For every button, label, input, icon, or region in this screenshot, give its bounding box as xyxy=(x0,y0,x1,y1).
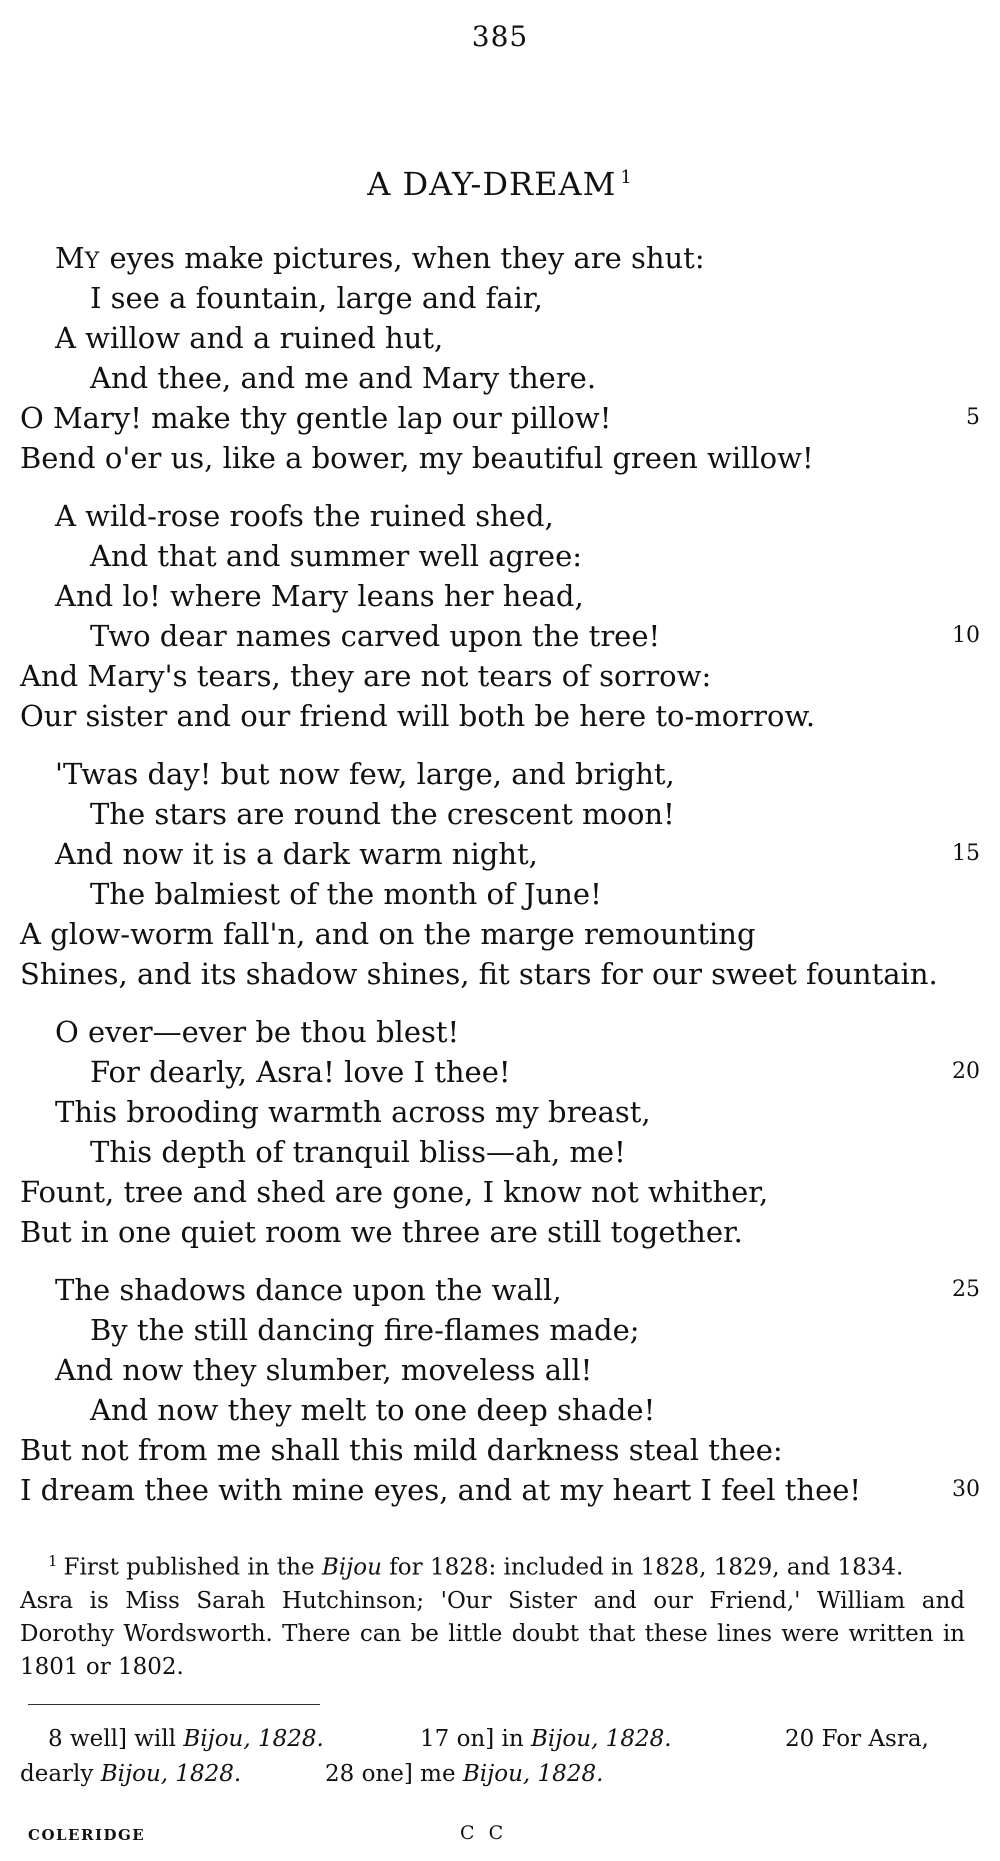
footnote-text-2: for 1828: included in 1828, 1829, and 1834. xyxy=(381,1554,904,1581)
poem-line xyxy=(20,496,980,536)
poem-line-text: For dearly, Asra! love I thee! xyxy=(90,1055,511,1089)
poem-line-text: And now they slumber, moveless all! xyxy=(55,1353,593,1387)
poem-line xyxy=(20,1172,980,1212)
line-number: 20 xyxy=(952,1059,980,1084)
poem-line xyxy=(20,1212,980,1252)
poem-line xyxy=(20,238,980,278)
stanza xyxy=(20,1012,980,1252)
footnote-bijou: Bijou xyxy=(321,1554,382,1581)
stanza xyxy=(20,238,980,478)
footnote-mark: 1 xyxy=(48,1552,58,1570)
poem-line xyxy=(20,1470,980,1510)
poem-line-text: I dream thee with mine eyes, and at my heart I feel thee! xyxy=(20,1473,862,1507)
poem-line-text: The stars are round the crescent moon! xyxy=(90,797,675,831)
poem-line-text: And Mary's tears, they are not tears of sorrow: xyxy=(20,659,712,693)
poem-line xyxy=(20,536,980,576)
poem-line-text: But not from me shall this mild darkness steal thee: xyxy=(20,1433,783,1467)
stanza xyxy=(20,1270,980,1510)
variant-line-28: 28 one] me Bijou, 1828. xyxy=(325,1761,604,1787)
poem-line xyxy=(20,1430,980,1470)
poem-line-text: A wild-rose roofs the ruined shed, xyxy=(55,499,554,533)
poem-line-text: Fount, tree and shed are gone, I know not whither, xyxy=(20,1175,769,1209)
poem-line-text: And lo! where Mary leans her head, xyxy=(55,579,584,613)
poem-line xyxy=(20,1390,980,1430)
poem-line-text: And thee, and me and Mary there. xyxy=(90,361,597,395)
footnote-text-1: First published in the xyxy=(63,1554,322,1581)
line-number: 10 xyxy=(952,623,980,648)
poem-line-text: And now they melt to one deep shade! xyxy=(90,1393,656,1427)
poem-line-text: A willow and a ruined hut, xyxy=(55,321,444,355)
footnote-text-3: Asra is Miss Sarah Hutchinson; 'Our Sister and our Friend,' William and Dorothy Wordsworth. There can be little doubt that these lines were written in 1801 or 1802. xyxy=(20,1587,965,1680)
poem-line-text: And that and summer well agree: xyxy=(90,539,583,573)
poem-title xyxy=(0,165,1000,203)
poem-line-text: But in one quiet room we three are still together. xyxy=(20,1215,743,1249)
poem-line-text: O Mary! make thy gentle lap our pillow! xyxy=(20,401,612,435)
poem-line-text: Bend o'er us, like a bower, my beautiful green willow! xyxy=(20,441,814,475)
poem-line xyxy=(20,874,980,914)
poem-line xyxy=(20,656,980,696)
poem-line xyxy=(20,1270,980,1310)
poem-line-text: Shines, and its shadow shines, fit stars for our sweet fountain. xyxy=(20,957,938,991)
poem-line-text: Two dear names carved upon the tree! xyxy=(90,619,661,653)
variant-line-17: 17 on] in Bijou, 1828. xyxy=(420,1726,672,1752)
poem-line-text: I see a fountain, large and fair, xyxy=(90,281,543,315)
signature-mark: C C xyxy=(460,1822,508,1844)
footnote xyxy=(20,1545,965,1684)
poem-line xyxy=(20,1310,980,1350)
poem-line-text: MY eyes make pictures, when they are shut: xyxy=(55,241,705,275)
line-number: 30 xyxy=(952,1477,980,1502)
poem-line-text: This brooding warmth across my breast, xyxy=(55,1095,651,1129)
poem-line xyxy=(20,954,980,994)
poem-line xyxy=(20,318,980,358)
variant-line-20: 20 For Asra, xyxy=(785,1726,929,1752)
poem-line xyxy=(20,914,980,954)
poem-line xyxy=(20,576,980,616)
poem-line xyxy=(20,1052,980,1092)
page-number: 385 xyxy=(471,20,529,53)
poem-line xyxy=(20,834,980,874)
poem-line-text: The balmiest of the month of June! xyxy=(90,877,602,911)
poem-line xyxy=(20,438,980,478)
poem-body xyxy=(20,238,980,1528)
poem-line xyxy=(20,1132,980,1172)
signature-author: COLERIDGE xyxy=(28,1826,146,1844)
poem-line xyxy=(20,358,980,398)
poem-line-text: And now it is a dark warm night, xyxy=(55,837,538,871)
poem-line xyxy=(20,1350,980,1390)
footnote-divider xyxy=(28,1704,320,1705)
textual-variants xyxy=(20,1722,965,1792)
poem-line xyxy=(20,794,980,834)
title-footnote-mark: 1 xyxy=(620,167,633,189)
poem-title-text: A DAY-DREAM xyxy=(367,165,617,203)
poem-line xyxy=(20,754,980,794)
poem-line-text: A glow-worm fall'n, and on the marge remounting xyxy=(20,917,756,951)
poem-line-text: By the still dancing fire-flames made; xyxy=(90,1313,640,1347)
line-number: 15 xyxy=(952,841,980,866)
poem-line xyxy=(20,1012,980,1052)
poem-line xyxy=(20,278,980,318)
poem-line xyxy=(20,696,980,736)
stanza xyxy=(20,496,980,736)
poem-line-text: The shadows dance upon the wall, xyxy=(55,1273,562,1307)
poem-line xyxy=(20,398,980,438)
stanza xyxy=(20,754,980,994)
poem-line-text: This depth of tranquil bliss—ah, me! xyxy=(90,1135,626,1169)
poem-line-text: Our sister and our friend will both be here to-morrow. xyxy=(20,699,816,733)
poem-line xyxy=(20,1092,980,1132)
line-number: 25 xyxy=(952,1277,980,1302)
line-number: 5 xyxy=(966,405,980,430)
poem-line-text: 'Twas day! but now few, large, and bright, xyxy=(55,757,675,791)
poem-line-text: O ever—ever be thou blest! xyxy=(55,1015,460,1049)
variant-line-8: 8 well] will Bijou, 1828. xyxy=(48,1726,324,1752)
poem-line xyxy=(20,616,980,656)
variant-line-20-cont: dearly Bijou, 1828. xyxy=(20,1761,242,1787)
